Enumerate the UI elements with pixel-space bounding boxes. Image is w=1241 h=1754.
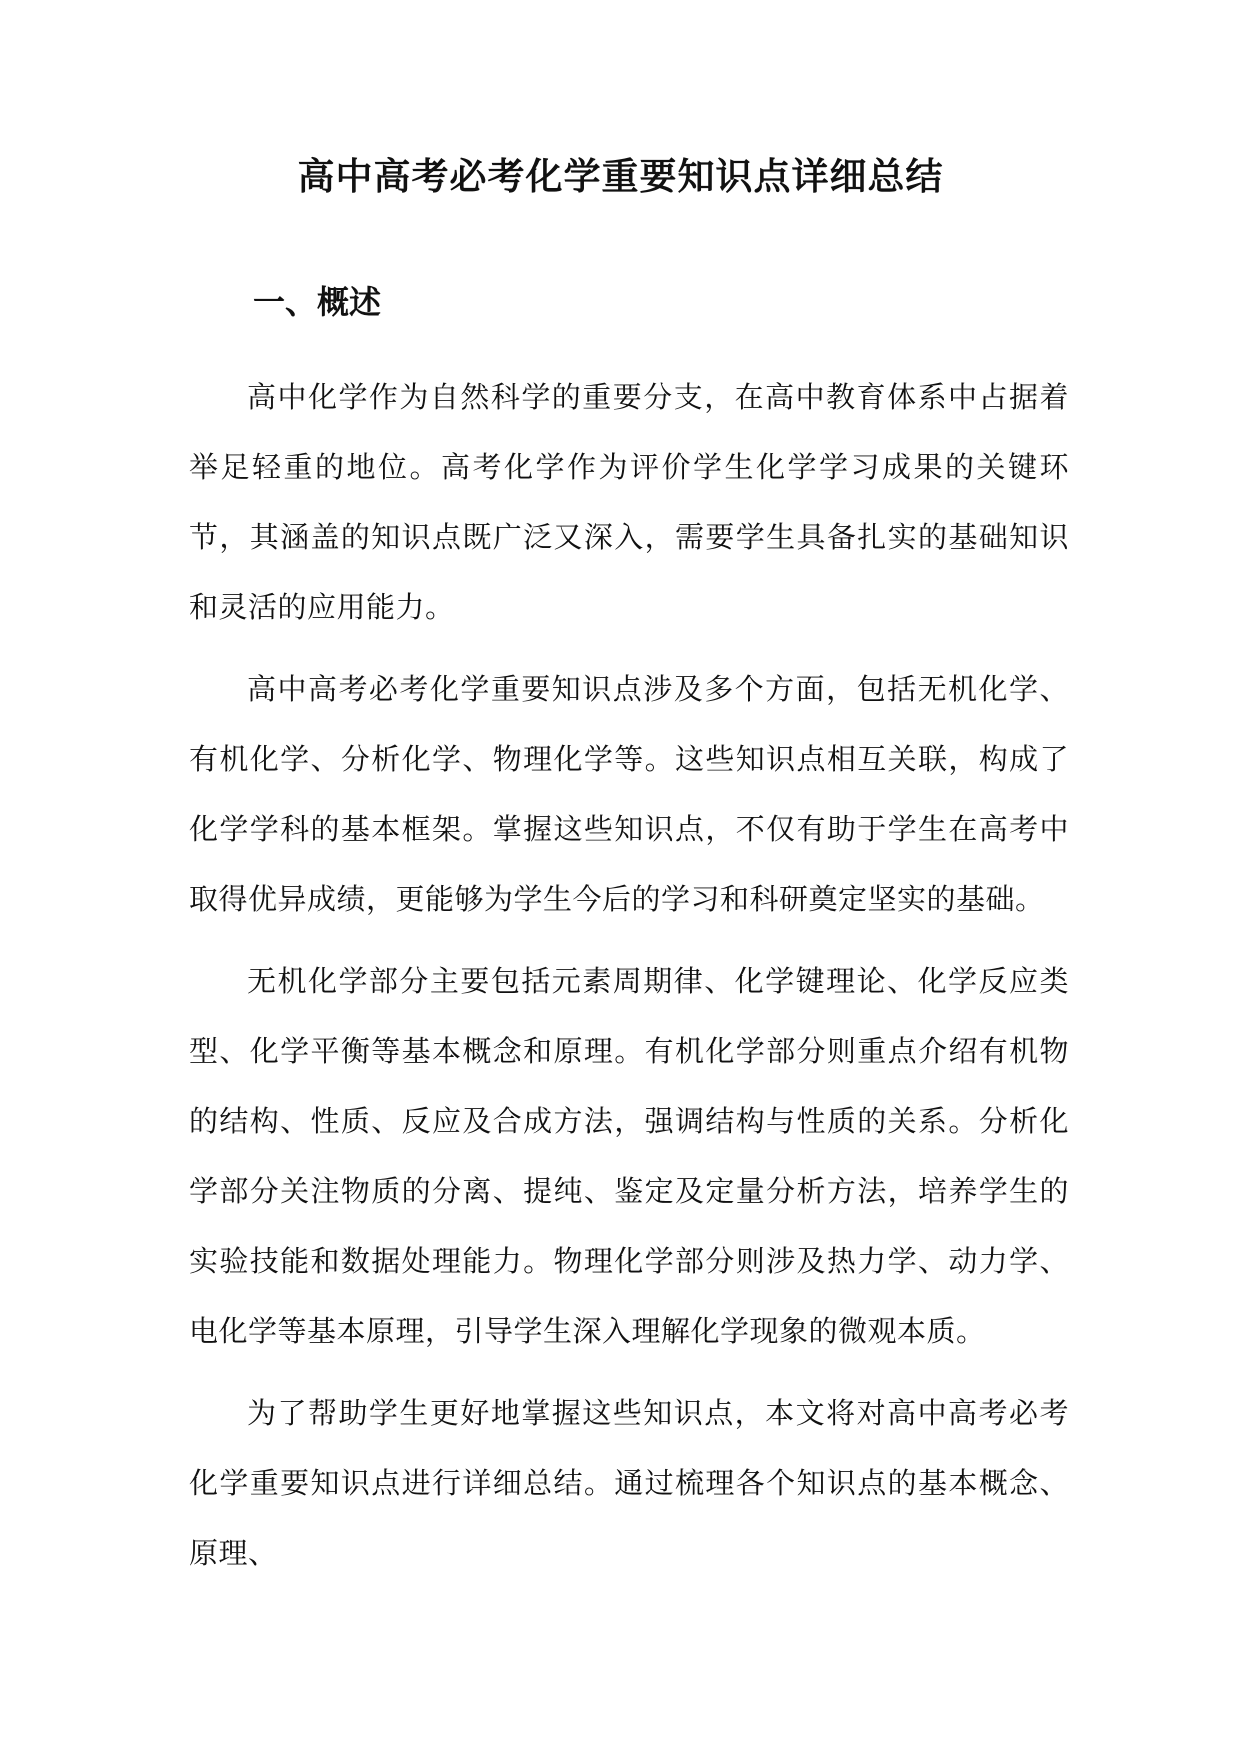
section-heading-overview: 一、概述 [253, 283, 382, 321]
body-paragraph-2: 高中高考必考化学重要知识点涉及多个方面，包括无机化学、有机化学、分析化学、物理化学等。这些知识点相互关联，构成了化学学科的基本框架。掌握这些知识点，不仅有助于学生在高考中取得优异成绩，更能够为学生今后的学习和科研奠定坚实的基础。 [189, 672, 1069, 916]
section-body [189, 362, 1069, 1588]
document-title: 高中高考必考化学重要知识点详细总结 [297, 154, 944, 198]
body-paragraph-3: 无机化学部分主要包括元素周期律、化学键理论、化学反应类型、化学平衡等基本概念和原理。有机化学部分则重点介绍有机物的结构、性质、反应及合成方法，强调结构与性质的关系。分析化学部分关注物质的分离、提纯、鉴定及定量分析方法，培养学生的实验技能和数据处理能力。物理化学部分则涉及热力学、动力学、电化学等基本原理，引导学生深入理解化学现象的微观本质。 [189, 964, 1069, 1348]
body-paragraph-4: 为了帮助学生更好地掌握这些知识点，本文将对高中高考必考化学重要知识点进行详细总结。通过梳理各个知识点的基本概念、原理、 [189, 1396, 1069, 1570]
body-paragraph-1: 高中化学作为自然科学的重要分支，在高中教育体系中占据着举足轻重的地位。高考化学作为评价学生化学学习成果的关键环节，其涵盖的知识点既广泛又深入，需要学生具备扎实的基础知识和灵活的应用能力。 [189, 380, 1069, 624]
